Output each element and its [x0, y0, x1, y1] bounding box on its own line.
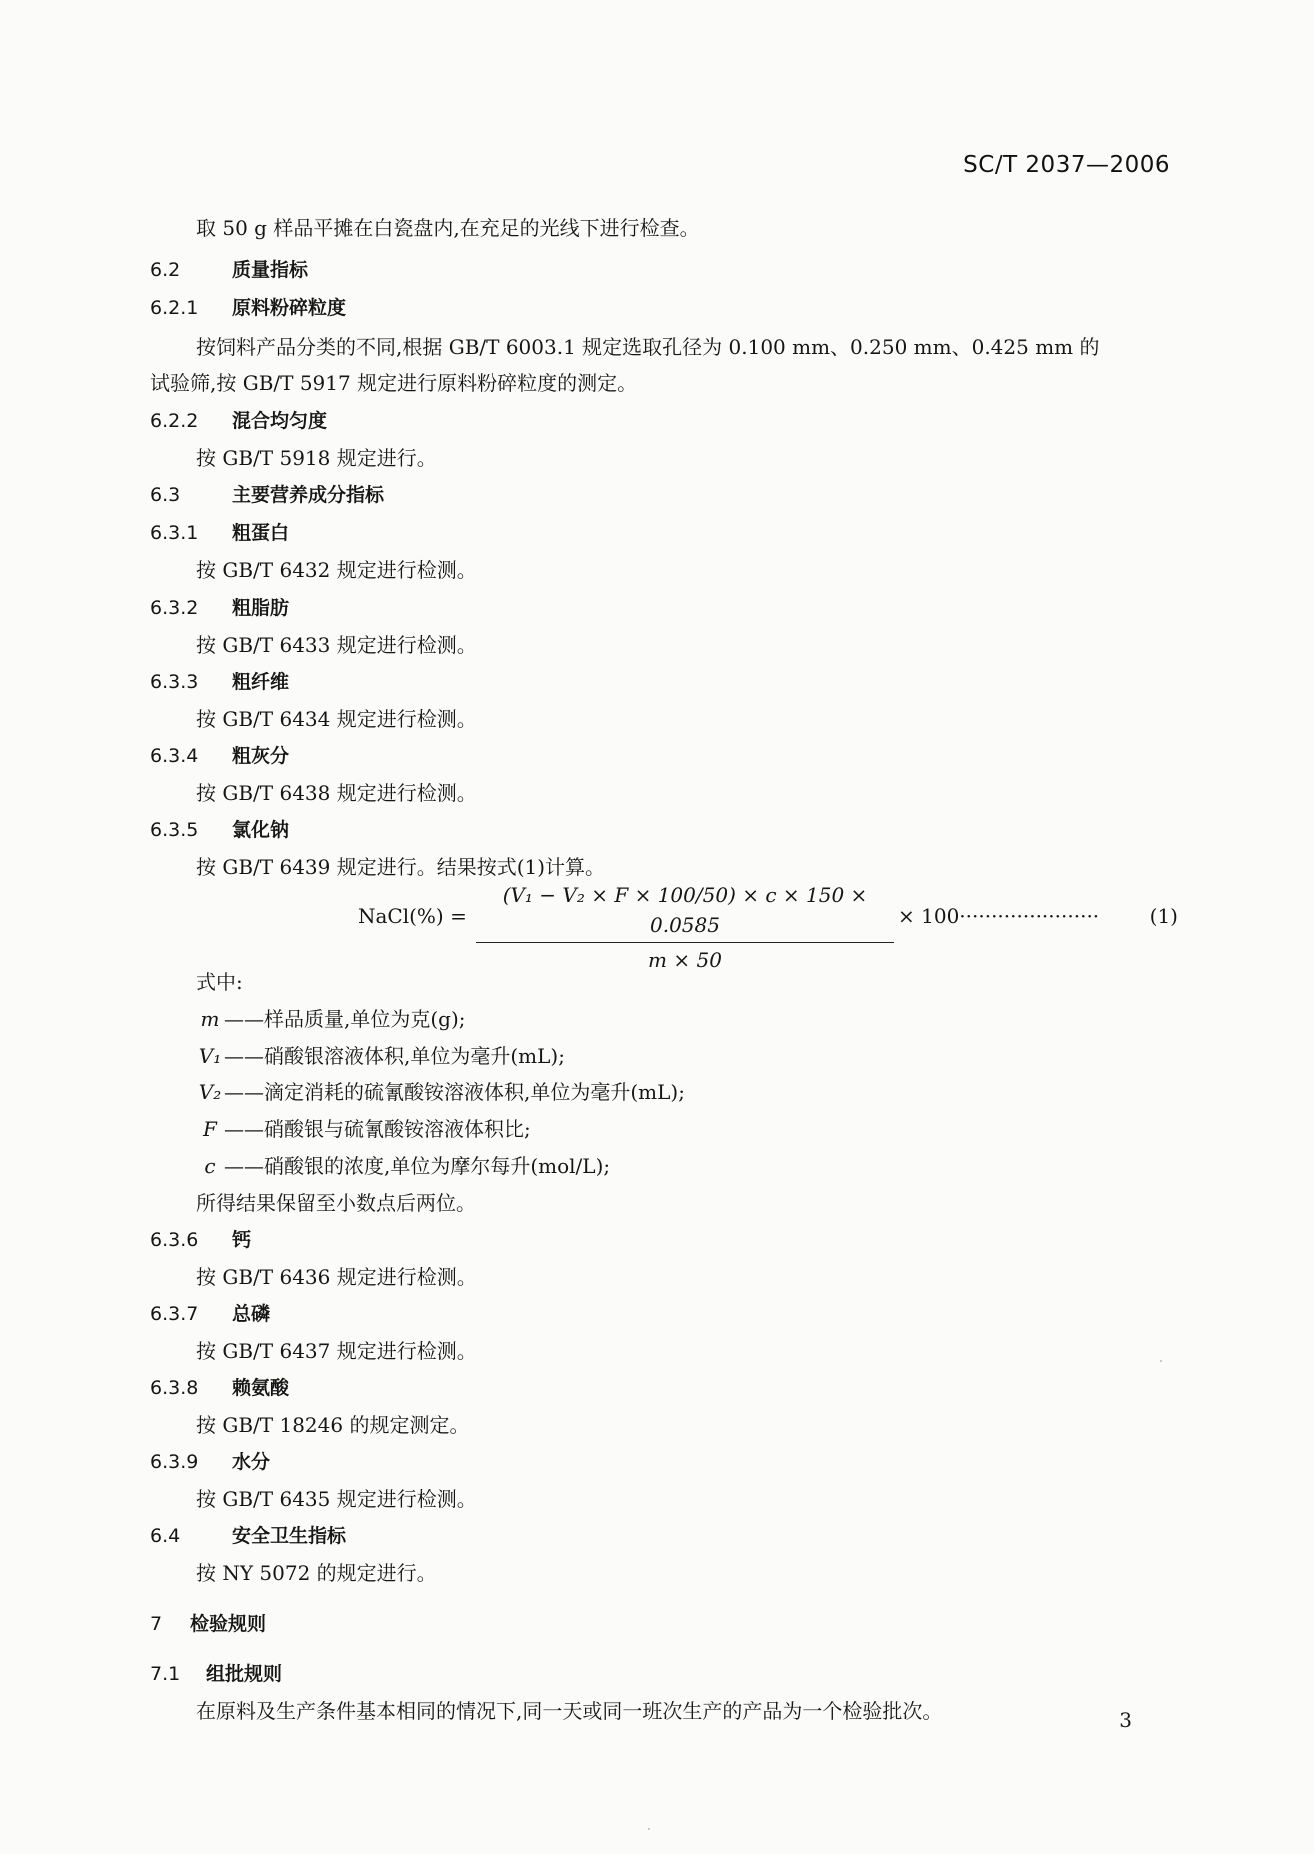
section-number: 6.3.7	[150, 1303, 199, 1325]
section-heading	[150, 519, 289, 547]
section-number: 6.3.9	[150, 1451, 199, 1473]
section-heading	[150, 668, 289, 696]
section-title: 粗蛋白	[232, 522, 290, 544]
fraction-bar	[476, 942, 894, 943]
section-heading	[150, 1374, 289, 1402]
section-number: 7	[150, 1613, 163, 1635]
formula-lhs: NaCl(%) =	[358, 904, 467, 928]
section-number: 6.3.1	[150, 522, 199, 544]
section-heading	[150, 742, 289, 770]
body-text: 取 50 g 样品平摊在白瓷盘内,在充足的光线下进行检查。	[196, 216, 700, 240]
where-label: 式中:	[196, 970, 243, 994]
section-heading	[150, 481, 384, 509]
definition-symbol: V₁	[198, 1044, 222, 1068]
body-text: 按 GB/T 5918 规定进行。	[196, 446, 437, 470]
formula-rhs: × 100······················	[898, 904, 1100, 928]
body-text: 试验筛,按 GB/T 5917 规定进行原料粉碎粒度的测定。	[150, 371, 638, 395]
equation-number: (1)	[1149, 904, 1178, 928]
definition-item	[196, 1152, 610, 1180]
section-title: 质量指标	[232, 259, 309, 281]
section-heading	[150, 1448, 270, 1476]
body-text: 按 GB/T 6438 规定进行检测。	[196, 781, 477, 805]
section-title: 水分	[232, 1451, 271, 1473]
page-number: 3	[1119, 1708, 1132, 1732]
section-number: 6.2.2	[150, 410, 199, 432]
section-number: 6.3.2	[150, 597, 199, 619]
section-title: 粗脂肪	[232, 597, 290, 619]
section-heading	[150, 594, 289, 622]
body-text: 按饲料产品分类的不同,根据 GB/T 6003.1 规定选取孔径为 0.100 mm、0.250 mm、0.425 mm 的	[196, 335, 1100, 359]
definition-symbol: F	[203, 1117, 217, 1141]
definition-item	[196, 1042, 565, 1070]
body-text: 按 GB/T 6436 规定进行检测。	[196, 1265, 477, 1289]
section-number: 6.3.5	[150, 819, 199, 841]
section-heading	[150, 294, 346, 322]
body-text: 按 GB/T 6435 规定进行检测。	[196, 1487, 477, 1511]
section-number: 6.3.4	[150, 745, 199, 767]
standard-number: SC/T 2037—2006	[963, 152, 1170, 178]
section-title: 混合均匀度	[232, 410, 328, 432]
body-text: 按 GB/T 6432 规定进行检测。	[196, 558, 477, 582]
result-note: 所得结果保留至小数点后两位。	[196, 1191, 476, 1215]
definition-symbol: c	[204, 1154, 216, 1178]
definition-symbol: m	[200, 1007, 220, 1031]
body-text: 按 GB/T 6433 规定进行检测。	[196, 633, 477, 657]
body-text: 按 GB/T 6439 规定进行。结果按式(1)计算。	[196, 855, 606, 879]
section-title: 组批规则	[206, 1663, 283, 1685]
formula-denominator: m × 50	[648, 948, 722, 972]
scan-speck	[1160, 1360, 1162, 1362]
formula-fraction	[476, 880, 894, 975]
definition-symbol: V₂	[198, 1080, 222, 1104]
section-number: 6.2.1	[150, 297, 199, 319]
section-title: 原料粉碎粒度	[232, 297, 347, 319]
section-title: 主要营养成分指标	[232, 484, 385, 506]
section-heading	[150, 1522, 346, 1550]
definition-item	[196, 1078, 685, 1106]
body-text: 按 GB/T 18246 的规定测定。	[196, 1413, 470, 1437]
section-title: 检验规则	[190, 1613, 267, 1635]
section-heading	[150, 407, 327, 435]
section-number: 6.3.6	[150, 1229, 199, 1251]
section-title: 钙	[232, 1229, 252, 1251]
chapter-heading	[150, 1610, 266, 1638]
section-number: 6.3.3	[150, 671, 199, 693]
section-title: 氯化钠	[232, 819, 290, 841]
section-title: 安全卫生指标	[232, 1525, 347, 1547]
body-text: 按 NY 5072 的规定进行。	[196, 1561, 437, 1585]
section-number: 6.4	[150, 1525, 181, 1547]
nacl-formula	[358, 880, 1178, 972]
body-text: 按 GB/T 6434 规定进行检测。	[196, 707, 477, 731]
formula-numerator: (V₁ − V₂ × F × 100/50) × c × 150 × 0.0585	[502, 883, 868, 937]
scan-speck	[648, 1828, 650, 1830]
definition-item	[196, 1115, 531, 1143]
section-number: 6.2	[150, 259, 181, 281]
section-title: 粗纤维	[232, 671, 290, 693]
section-title: 粗灰分	[232, 745, 290, 767]
definition-item	[196, 1005, 466, 1033]
section-heading	[150, 816, 289, 844]
section-heading	[150, 1660, 282, 1688]
section-number: 6.3.8	[150, 1377, 199, 1399]
section-heading	[150, 1226, 251, 1254]
body-text: 按 GB/T 6437 规定进行检测。	[196, 1339, 477, 1363]
definition-text: ——样品质量,单位为克(g);	[224, 1007, 466, 1031]
section-heading	[150, 1300, 270, 1328]
section-number: 6.3	[150, 484, 181, 506]
section-title: 赖氨酸	[232, 1377, 290, 1399]
definition-text: ——硝酸银与硫氰酸铵溶液体积比;	[224, 1117, 531, 1141]
body-text: 在原料及生产条件基本相同的情况下,同一天或同一班次生产的产品为一个检验批次。	[196, 1699, 943, 1723]
definition-text: ——硝酸银的浓度,单位为摩尔每升(mol/L);	[224, 1154, 611, 1178]
section-number: 7.1	[150, 1663, 181, 1685]
section-heading	[150, 256, 308, 284]
definition-text: ——滴定消耗的硫氰酸铵溶液体积,单位为毫升(mL);	[224, 1080, 685, 1104]
definition-text: ——硝酸银溶液体积,单位为毫升(mL);	[224, 1044, 565, 1068]
section-title: 总磷	[232, 1303, 271, 1325]
